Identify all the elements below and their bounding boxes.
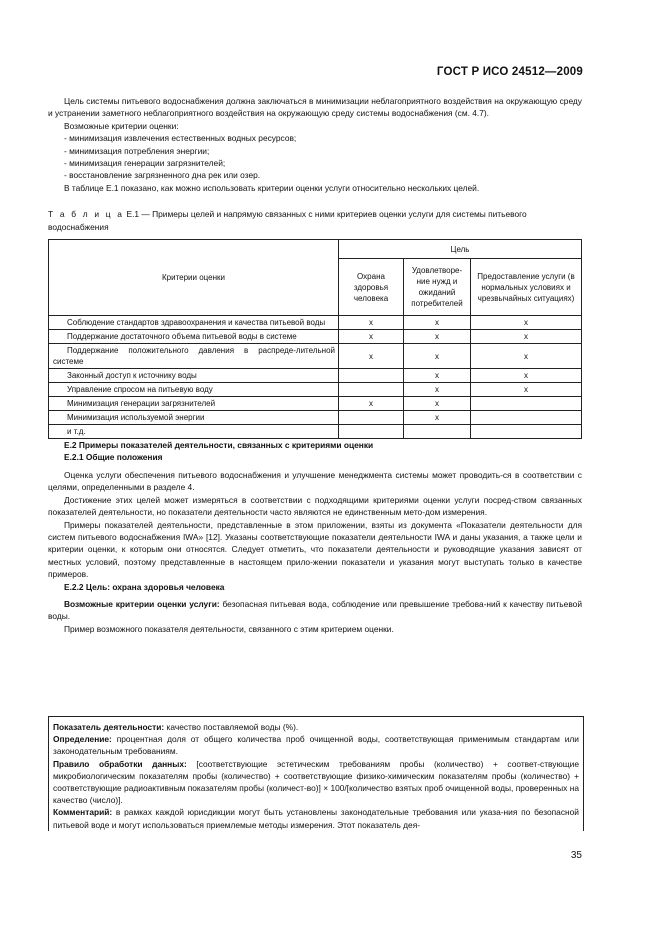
goal-header-service: Предоставление услуги (в нормальных условиях и чрезвычайных ситуациях)	[471, 259, 582, 316]
criterion-cell: Соблюдение стандартов здравоохранения и качества питьевой воды	[49, 316, 339, 330]
definition-line	[53, 733, 579, 757]
list-item: - минимизация потребления энергии;	[64, 145, 210, 156]
table-row	[49, 425, 582, 439]
criterion-cell: Поддержание положительного давления в распреде-лительной системе	[49, 344, 339, 369]
table-row	[49, 316, 582, 330]
table-reference-paragraph: В таблице Е.1 показано, как можно использовать критерии оценки услуги относительно нескольких целей.	[64, 182, 480, 193]
mark-cell	[471, 411, 582, 425]
table-row	[49, 411, 582, 425]
mark-cell	[471, 397, 582, 411]
mark-cell	[339, 383, 404, 397]
rule-line	[53, 758, 579, 807]
definition-text: процентная доля от общего количества проб очищенной воды, соответствующая применимым стандартам или законодательным требованиям.	[53, 734, 579, 757]
table-row	[49, 397, 582, 411]
indicator-text: качество поставляемой воды (%).	[164, 722, 299, 732]
section-heading-e21: Е.2.1 Общие положения	[64, 452, 163, 463]
section-heading-e22: Е.2.2 Цель: охрана здоровья человека	[64, 581, 225, 592]
list-item: - минимизация генерации загрязнителей;	[64, 158, 226, 169]
mark-cell: x	[339, 344, 404, 369]
mark-cell	[404, 425, 471, 439]
example-paragraph: Пример возможного показателя деятельности, связанного с этим критерием оценки.	[64, 623, 394, 634]
criteria-intro: Возможные критерии оценки:	[64, 120, 179, 131]
mark-cell: x	[471, 330, 582, 344]
table-row	[49, 383, 582, 397]
mark-cell: x	[471, 344, 582, 369]
mark-cell: x	[404, 316, 471, 330]
criterion-cell: Минимизация используемой энергии	[49, 411, 339, 425]
mark-cell	[471, 425, 582, 439]
page-number: 35	[570, 850, 582, 861]
criterion-cell: Поддержание достаточного объема питьевой воды в системе	[49, 330, 339, 344]
list-item: - восстановление загрязненного дна рек или озер.	[64, 170, 261, 181]
intro-paragraph: Цель системы питьевого водоснабжения должна заключаться в минимизации неблагоприятного воздействия на окружающую среду и устранении заметного неблагоприятного воздействия на окружающую среду системы водоснабжения (см. 4.7).	[48, 96, 582, 119]
mark-cell: x	[404, 369, 471, 383]
indicator-label: Показатель деятельности:	[53, 722, 165, 732]
table-caption-prefix: Т а б л и ц а	[48, 209, 125, 220]
table-row	[49, 369, 582, 383]
page-content	[48, 95, 582, 635]
goals-criteria-table	[48, 239, 582, 439]
body-paragraph: Примеры показателей деятельности, представленные в этом приложении, взяты из документа «Показатели деятельности для систем питьевого водоснабжения IWA» [12]. Указаны соответствующие показатели деятельности IWA и даны указания, а также цели и критерии оценки, к которым они относятся. Следует отметить, что показатели деятельности и руководящие указания зависят от местных условий, поэтому представленные в настоящем прило-жении показатели и указания могут выступать только в качестве примеров.	[48, 519, 582, 580]
table-row	[49, 330, 582, 344]
comment-line	[53, 806, 579, 830]
mark-cell: x	[404, 411, 471, 425]
mark-cell: x	[471, 369, 582, 383]
criterion-cell: и т.д.	[49, 425, 339, 439]
criterion-cell: Минимизация генерации загрязнителей	[49, 397, 339, 411]
table-caption	[48, 208, 582, 233]
mark-cell: x	[339, 316, 404, 330]
mark-cell	[339, 425, 404, 439]
mark-cell: x	[471, 316, 582, 330]
mark-cell	[339, 369, 404, 383]
criteria-label: Возможные критерии оценки услуги:	[64, 598, 220, 609]
document-header: ГОСТ Р ИСО 24512—2009	[436, 66, 583, 78]
criterion-cell: Управление спросом на питьевую воду	[49, 383, 339, 397]
definition-label: Определение:	[53, 734, 112, 745]
rule-label: Правило обработки данных:	[53, 758, 187, 769]
goal-column-header: Цель	[339, 240, 582, 259]
comment-text: в рамках каждой юрисдикции могут быть установлены законодательные требования или указа-ния по безопасной питьевой воде и могут использоваться приемлемые методы измерения. Этот показатель дея-	[53, 807, 579, 830]
mark-cell	[339, 411, 404, 425]
criteria-text: безопасная питьевая вода, соблюдение или превышение требова-ний к качеству питьевой воды.	[48, 598, 583, 622]
criteria-paragraph	[48, 598, 582, 623]
mark-cell: x	[404, 330, 471, 344]
indicator-definition-box	[48, 716, 584, 831]
mark-cell: x	[404, 397, 471, 411]
table-caption-text: Е.1 — Примеры целей и напрямую связанных с ними критериев оценки услуги для системы питьевого водоснабжения	[48, 209, 527, 232]
section-heading-e2: Е.2 Примеры показателей деятельности, связанных с критериями оценки	[64, 440, 374, 451]
mark-cell: x	[339, 397, 404, 411]
mark-cell: x	[471, 383, 582, 397]
mark-cell: x	[404, 344, 471, 369]
goal-header-consumers: Удовлетворе-ние нужд и ожиданий потребителей	[404, 259, 471, 316]
table-row	[49, 344, 582, 369]
list-item: - минимизация извлечения естественных водных ресурсов;	[64, 133, 297, 144]
rule-text: [соответствующие эстетическим требованиям пробы (количество) + соответ-ствующие микробиологическим показателям пробы (количество) + соответствующие физико-химическим показателям пробы (количество) + соответствующие радиоактивным показателям пробы (количест-во)] × 100/[количество взятых проб очищенной воды, проверенных на качество (число)].	[53, 758, 579, 806]
criteria-column-header: Критерии оценки	[49, 240, 339, 316]
comment-label: Комментарий:	[53, 807, 113, 818]
mark-cell: x	[404, 383, 471, 397]
criterion-cell: Законный доступ к источнику воды	[49, 369, 339, 383]
body-paragraph: Достижение этих целей может измеряться в соответствии с подходящими критериями оценки услуги посред-ством связанных показателей деятельности, но показатели деятельности часто являются не единственным мето-дом измерения.	[48, 494, 582, 518]
mark-cell: x	[339, 330, 404, 344]
goal-header-health: Охрана здоровья человека	[339, 259, 404, 316]
body-paragraph: Оценка услуги обеспечения питьевого водоснабжения и улучшение менеджмента системы может проводить-ся в соответствии с целями, определенными в разделе 4.	[48, 469, 582, 493]
indicator-line	[53, 721, 579, 733]
